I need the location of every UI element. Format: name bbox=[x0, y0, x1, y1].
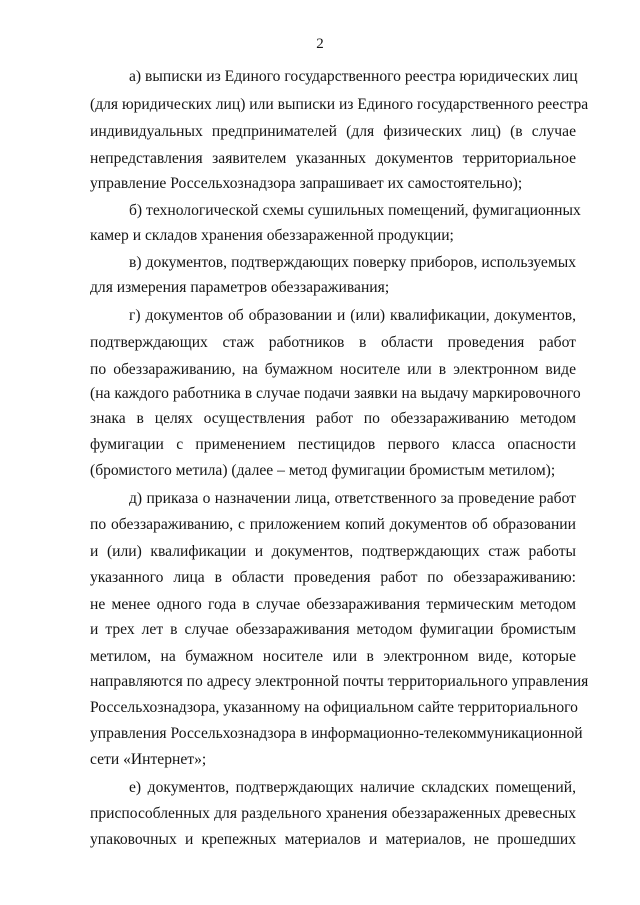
page-number: 2 bbox=[316, 36, 324, 52]
text-line: и (или) квалификации и документов, подтверждающих стаж работы bbox=[90, 543, 576, 560]
text-line: сети «Интернет»; bbox=[90, 751, 207, 768]
text-line: (на каждого работника в случае подачи заявки на выдачу маркировочного bbox=[90, 385, 581, 402]
text-line: указанного лица в области проведения работ по обеззараживанию: bbox=[90, 569, 576, 586]
text-line: упаковочных и крепежных материалов и материалов, не прошедших bbox=[90, 831, 576, 848]
text-line: управление Россельхознадзора запрашивает их самостоятельно); bbox=[90, 175, 523, 192]
text-line: б) технологической схемы сушильных помещений, фумигационных bbox=[129, 202, 581, 219]
text-line: (для юридических лиц) или выписки из Единого государственного реестра bbox=[90, 96, 589, 113]
text-line: и трех лет в случае обеззараживания методом фумигации бромистым bbox=[90, 621, 576, 638]
text-line: Россельхознадзора, указанному на официальном сайте территориального bbox=[90, 699, 578, 716]
text-line: управления Россельхознадзора в информационно-телекоммуникационной bbox=[90, 725, 583, 742]
text-line: (бромистого метила) (далее – метод фумигации бромистым метилом); bbox=[90, 462, 556, 479]
text-line: индивидуальных предпринимателей (для физических лиц) (в случае bbox=[90, 123, 576, 140]
text-line: г) документов об образовании и (или) квалификации, документов, bbox=[129, 307, 576, 324]
text-line: по обеззараживанию, с приложением копий документов об образовании bbox=[90, 516, 576, 533]
text-line: непредставления заявителем указанных документов территориальное bbox=[90, 150, 576, 167]
text-line: фумигации с применением пестицидов первого класса опасности bbox=[90, 436, 576, 453]
text-line: а) выписки из Единого государственного реестра юридических лиц bbox=[129, 68, 578, 85]
text-line: подтверждающих стаж работников в области проведения работ bbox=[90, 334, 576, 351]
text-line: в) документов, подтверждающих поверку приборов, используемых bbox=[129, 254, 576, 271]
text-line: знака в целях осуществления работ по обеззараживанию методом bbox=[90, 410, 576, 427]
text-line: не менее одного года в случае обеззараживания термическим методом bbox=[90, 596, 576, 613]
text-line: е) документов, подтверждающих наличие складских помещений, bbox=[129, 779, 576, 796]
text-line: д) приказа о назначении лица, ответственного за проведение работ bbox=[129, 490, 576, 507]
text-line: для измерения параметров обеззараживания; bbox=[90, 279, 390, 296]
text-line: направляются по адресу электронной почты территориального управления bbox=[90, 673, 589, 690]
text-line: приспособленных для раздельного хранения обеззараженных древесных bbox=[90, 805, 576, 822]
text-line: камер и складов хранения обеззараженной продукции; bbox=[90, 227, 454, 244]
text-line: метилом, на бумажном носителе или в электронном виде, которые bbox=[90, 648, 576, 665]
text-line: по обеззараживанию, на бумажном носителе или в электронном виде bbox=[90, 361, 576, 378]
